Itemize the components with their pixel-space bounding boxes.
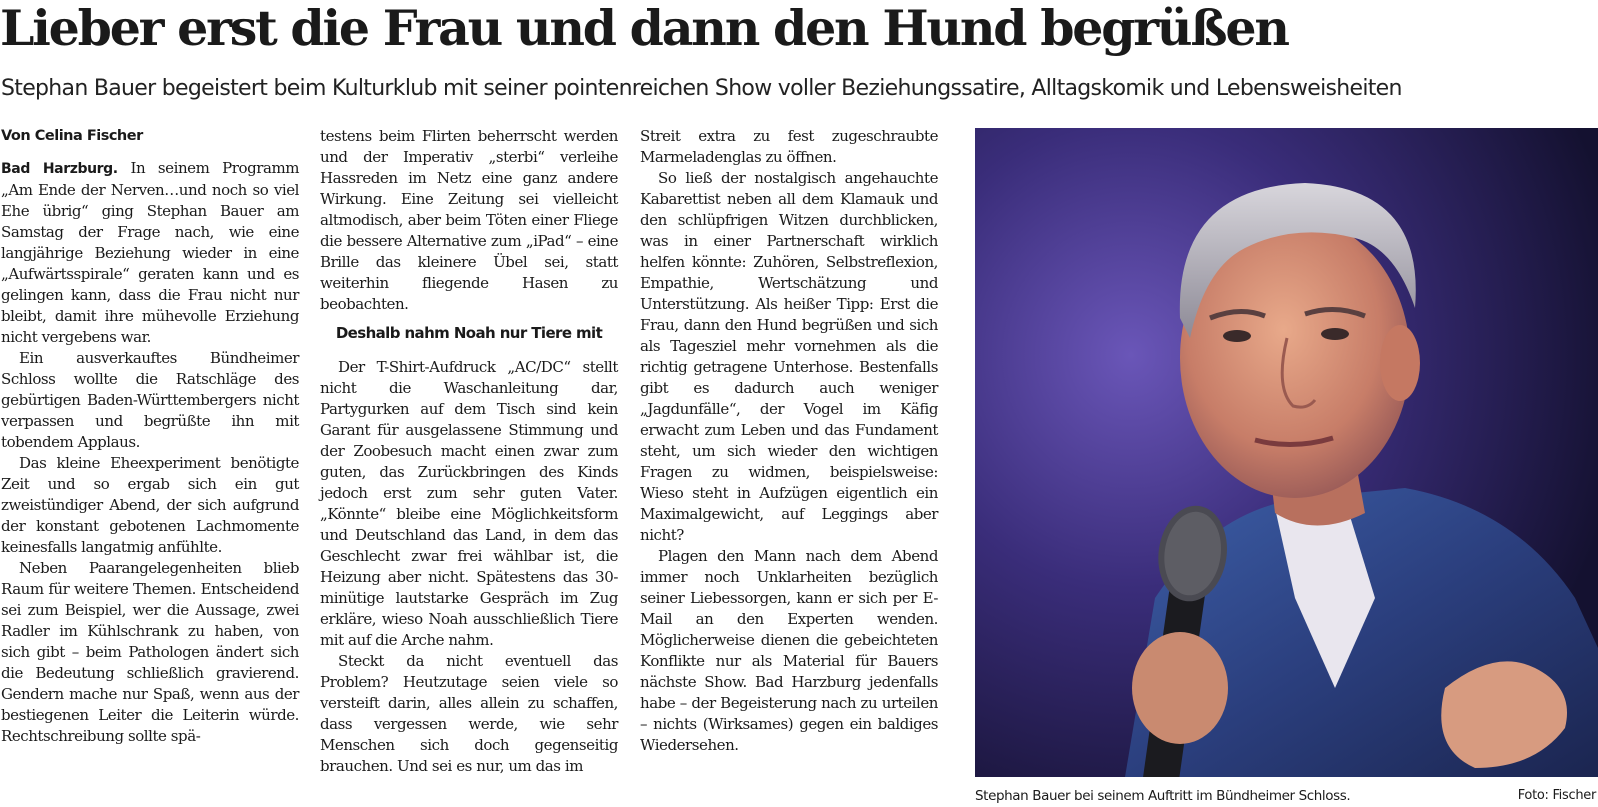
paragraph: Ein ausverkauftes Bündheimer Schloss wollte die Ratschläge des gebürtigen Baden-Württembergers nicht verpassen und begrüßte ihn mit tobendem Applaus. [1, 349, 299, 451]
article-column-2 [320, 126, 618, 777]
paragraph: Plagen den Mann nach dem Abend immer noch Unklarheiten bezüglich seiner Liebessorgen, kann er sich per E-Mail an den Experten wenden. Möglicherweise dienen die gebeichteten Konflikte nur als Material für Bauers nächste Show. Bad Harzburg jedenfalls habe – der Begeisterung nach zu urteilen – nichts (Wirksames) gegen ein baldiges Wiedersehen. [640, 547, 938, 754]
dateline: Bad Harzburg. [1, 161, 118, 177]
subheadline: Stephan Bauer begeistert beim Kulturklub mit seiner pointenreichen Show voller Beziehungssatire, Alltagskomik und Lebensweisheiten [1, 76, 1402, 101]
paragraph: Der T-Shirt-Aufdruck „AC/DC“ stellt nicht die Waschanleitung dar, Partygurken auf dem Tisch sind kein Garant für ausgelassene Stimmung und der Zoobesuch macht einen zwar zum guten, das Zurückbringen des Kinds jedoch erst zum sehr guten Vater. „Könnte“ bleibe eine Möglichkeitsform und Deutschland das Land, in dem das Geschlecht zwar frei wählbar ist, die Heizung aber nicht. Spätestens das 30-minütige lautstarke Gespräch im Zug erkläre, wieso Noah ausschließlich Tiere mit auf die Arche nahm. [320, 358, 618, 649]
article-column-1 [1, 126, 299, 747]
paragraph: Streit extra zu fest zugeschraubte Marmeladenglas zu öffnen. [640, 127, 938, 166]
photo-credit: Foto: Fischer [1517, 788, 1596, 803]
paragraph: Neben Paarangelegenheiten blieb Raum für weitere Themen. Entscheidend sei zum Beispiel, wer die Aussage, zwei Radler im Kühlschrank zu haben, von sich gibt – beim Pathologen ändert sich die Bedeutung schließlich gravierend. Gendern mache nur Spaß, wenn aus der bestiegenen Leiter die Leiterin würde. Rechtschreibung sollte spä- [1, 559, 299, 745]
crosshead: Deshalb nahm Noah nur Tiere mit [335, 324, 603, 342]
article-column-3 [640, 126, 938, 756]
paragraph: testens beim Flirten beherrscht werden und der Imperativ „sterbi“ verleihe Hassreden im Netz eine ganz andere Wirkung. Eine Zeitung sei vielleicht altmodisch, aber beim Töten einer Fliege die bessere Alternative zum „iPad“ – eine Brille das kleinere Übel sei, statt weiterhin fliegende Hasen zu beobachten. [320, 127, 618, 313]
article-photo [975, 128, 1598, 777]
byline: Von Celina Fischer [1, 128, 143, 144]
paragraph: Steckt da nicht eventuell das Problem? Heutzutage seien viele so versteift darin, alles allein zu schaffen, dass vergessen werde, wie sehr Menschen sich doch gegenseitig brauchen. Und sei es nur, um das im [320, 652, 618, 775]
paragraph: So ließ der nostalgisch angehauchte Kabarettist neben all dem Klamauk und den schlüpfrigen Witzen durchblicken, was in einer Partnerschaft wirklich helfen könnte: Zuhören, Selbstreflexion, Empathie, Wertschätzung und Unterstützung. Als heißer Tipp: Erst die Frau, dann den Hund begrüßen und sich als Tagesziel mehr vornehmen als die richtig getragene Unterhose. Bestenfalls gibt es dadurch auch weniger „Jagdunfälle“, der Vogel im Käfig erwacht zum Leben und das Fundament steht, um sich wieder den wichtigen Fragen zu widmen, beispielsweise: Wieso steht in Aufzügen eigentlich ein Maximalgewicht, auf Leggings aber nicht? [640, 169, 938, 544]
headline: Lieber erst die Frau und dann den Hund begrüßen [0, 0, 1288, 57]
photo-caption: Stephan Bauer bei seinem Auftritt im Bündheimer Schloss. [975, 788, 1351, 804]
paragraph [1, 158, 299, 348]
paragraph: Das kleine Eheexperiment benötigte Zeit und so ergab sich ein gut zweistündiger Abend, der sich aufgrund der konstant gebotenen Lachmomente keinesfalls langatmig anfühlte. [1, 454, 299, 556]
paragraph-text: In seinem Programm „Am Ende der Nerven…und noch so viel Ehe übrig“ ging Stephan Bauer am Samstag der Frage nach, wie eine langjährige Beziehung wieder in eine „Aufwärtsspirale“ geraten kann und es gelingen kann, dass die Frau nicht nur bleibt, damit ihre mühevolle Erziehung nicht vergebens war. [1, 159, 299, 346]
performer-photo-illustration [975, 128, 1598, 777]
